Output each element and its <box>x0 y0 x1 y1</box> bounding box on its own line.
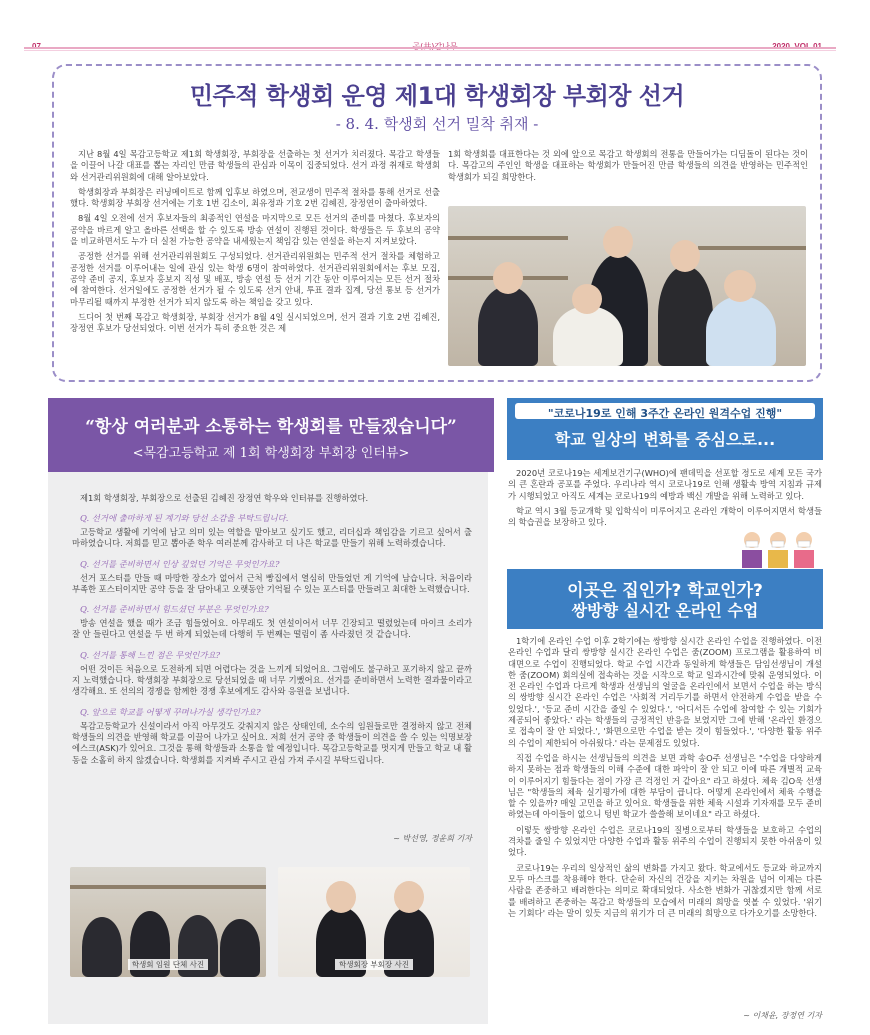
interview-title: “항상 여러분과 소통하는 학생회를 만들겠습니다” <box>85 417 457 437</box>
interview-answer: 목감고등학교가 신설이라서 아직 아무것도 갖춰지지 않은 상태인데, 소수의 임원들로만 결정하지 않고 전체 학생들의 의견을 반영해 학교를 이끌어 나가고 싶어요. 저희 선거 공약 중 학생들이 의견을 쓸 수 있는 익명보장 에스크(ASK)가 있어요. 그것을 통해 학생들과 소통을 할 예정입니다. 목감고등학교를 멋지게 만들고 학교 내 활동을 소홀히 하지 않겠습니다. 학생회를 지켜봐 주시고 관심 가져 주시길 부탁드립니다. <box>72 720 472 765</box>
paragraph: 1학기에 온라인 수업 이후 2학기에는 쌍방향 실시간 온라인 수업을 진행하였다. 이전 온라인 수업과 달리 쌍방향 실시간 온라인 수업은 줌(ZOOM) 프로그램을 활용하여 비대면으로 수업이 진행되었다. 학교 수업 시간과 동일하게 학생들은 담임선생님이 개설한 줌(ZOOM) 회의실에 접속하는 것을 시작으로 학교 일과시간에 맞춰 운영되었다. 이전 온라인 수업과 다르게 학생과 선생님의 얼굴을 온라인에서 보면서 수업을 하는 방식의 쌍방향 실시간 온라인 수업은 '사회적 거리두기를 하면서 안전하게 수업을 받을 수 있었다.', '등교 준비 시간을 줄일 수 있었다.', '어디서든 수업에 참여할 수 있는 기회가 제공되어 좋았다.' 라는 학생들의 긍정적인 반응을 보였지만 그에 반해 '온라인 환경으로 접속이 잘 안 되었다.', '화면으로만 수업을 받는 것이 힘들었다.', '다양한 활동 위주의 수업이 제한되어 아쉬웠다.' 라는 문제점도 있었다. <box>508 636 822 748</box>
person <box>478 286 538 366</box>
photo-caption: 학생회 임원 단체 사진 <box>128 959 208 970</box>
person-head <box>724 270 756 302</box>
bookshelf <box>448 236 568 240</box>
online-class-article-body <box>508 636 822 1004</box>
person-head <box>326 881 356 913</box>
interview-byline: ~ 박선영, 정윤희 기자 <box>393 834 472 843</box>
paragraph: 학교 역시 3월 등교개학 및 입학식이 미루어지고 온라인 개학이 이루어지면서 학생들의 학습권을 보장하고 있다. <box>508 505 822 528</box>
paragraph: 1회 학생회를 대표한다는 것 외에 앞으로 목감고 학생회의 전통을 만들어가는 디딤돌이 된다는 것이다. 목감고의 주인인 학생을 대표하는 학생회가 만들어진 만큼 학생들의 의견을 반영하는 민주적인 학생회가 되길 희망한다. <box>448 149 808 182</box>
header-rule <box>24 47 836 49</box>
bookshelf <box>70 885 266 889</box>
photo-caption: 학생회장 부회장 사진 <box>335 959 413 970</box>
online-class-headline-1: 이곳은 집인가? 학교인가? <box>567 581 763 601</box>
online-class-byline: ~ 이채윤, 장정연 기자 <box>743 1011 822 1020</box>
paragraph: 학생회장과 부회장은 러닝메이트로 함께 입후보 하였으며, 전교생이 민주적 절차를 통해 선거로 선출했다. 학생회장 부회장 선거에는 기호 1번 김소이, 최유정과 기호 2번 김혜진, 장정연이 출마하였다. <box>70 186 440 209</box>
interview-subtitle: <목감고등학교 제 1회 학생회장 부회장 인터뷰> <box>132 446 410 461</box>
person-head <box>493 262 523 294</box>
interview-answer: 방송 연설을 했을 때가 조금 힘들었어요. 아무래도 첫 연설이어서 너무 긴장되고 떨렸었는데 마이크 소리가 잘 안 들린다고 연설을 두 번 하게 되었는데 다행히 두 번째는 떨림이 좀 사라졌던 것 같습니다. <box>72 618 473 640</box>
paragraph: 8월 4일 오전에 선거 후보자들의 최종적인 연설을 마지막으로 모든 선거의 준비를 마쳤다. 후보자의 공약을 바르게 알고 올바른 선택을 할 수 있도록 방송 연설이 진행된 것이다. 학생들은 두 후보의 공약을 비교하면서도 누가 더 실천 가능한 공약을 내세웠는지 책임감 있는 연설을 하는지 지켜보았다. <box>70 213 440 247</box>
president-photo <box>278 867 470 977</box>
person-head <box>603 226 633 258</box>
header-rule-thin <box>24 50 836 51</box>
person-head <box>394 881 424 913</box>
top-article-column-b <box>448 149 808 187</box>
paragraph: 직접 수업을 하시는 선생님들의 의견을 보면 과학 송O주 선생님은 "수업을 다양하게 하지 못하는 점과 학생들의 이해 수준에 대한 파악이 잘 안 되고 이에 따른 개별적 교육이 이루어지기 힘들다는 점이 가장 큰 걱정인 거 같아요" 라고 하셨다. 체육 김O욱 선생님은 "학생들의 체육 실기평가에 대한 부담이 큽니다. 어떻게 온라인에서 체육 수행을 할 수 있을까? 매일 고민을 하고 있어요. 학생들을 위한 체육 시설과 기자재를 모두 준비하였는데 아이들이 없으니 텅빈 학교가 쓸쓸해 보이네요" 라고 하셨다. <box>508 752 822 820</box>
paragraph: 공정한 선거를 위해 선거관리위원회도 구성되었다. 선거관리위원회는 민주적 선거 절차를 체험하고 공정한 선거를 이루어내는 일에 관심 있는 학생 6명이 참여하였다. 선거관리위원회에서는 후보 모집, 공약 준비 공지, 후보자 홍보지 직성 및 배포, 방송 연설 등 선거 기간 동안 이루어지는 모든 선거 절차에 참여한다. 선거일에도 공정한 선거가 될 수 있도록 선거 안내, 투표 결과 집계, 당선 통보 등 선거가 마무리될 때까지 부정한 선거가 되지 않도록 하는 책임을 갖고 있다. <box>70 251 440 307</box>
person <box>706 296 776 366</box>
bookshelf <box>698 246 806 250</box>
paragraph: 드디어 첫 번째 목감고 학생회장, 부회장 선거가 8월 4일 실시되었으며, 선거 결과 기호 2번 김혜진, 장정연 후보가 당선되었다. 이번 선거가 특히 중요한 것은 제 <box>70 311 440 334</box>
interview-answer: 어떤 것이든 처음으로 도전하게 되면 어렵다는 것을 느끼게 되었어요. 그럼에도 불구하고 포기하지 않고 끝까지 노력했습니다. 학생회장 부회장으로 당선되었을 때 너무 기뻤어요. 선거를 준비하면서 노력한 결과물이라고 생각해요. 또 선의의 경쟁을 함께한 경쟁 후보에게도 감사와 응원을 보냅니다. <box>72 663 472 697</box>
person <box>658 266 713 366</box>
interview-question: Q. 앞으로 학교를 어떻게 꾸며나가실 생각인가요? <box>80 706 261 717</box>
interview-intro: 제1회 학생회장, 부회장으로 선출된 김혜진 장정연 학우와 인터뷰를 진행하였다. <box>80 493 369 503</box>
interview-answer: 고등학교 생활에 기억에 남고 의미 있는 역할을 맡아보고 싶기도 했고, 리더십과 책임감을 기르고 싶어서 출마하였습니다. 저희를 믿고 뽑아준 학우 여러분께 감사하고 더 나은 학교를 만들기 위해 노력하겠습니다. <box>72 527 472 549</box>
interview-body <box>72 492 472 766</box>
online-class-headline-2: 쌍방향 실시간 온라인 수업 <box>571 601 759 620</box>
top-article-subtitle: - 8. 4. 학생회 선거 밀착 취재 - <box>335 115 539 133</box>
covid-article-body <box>508 468 822 532</box>
council-group-photo <box>70 867 266 977</box>
interview-question: Q. 선거에 출마하게 된 계기와 당선 소감을 부탁드립니다. <box>80 513 289 523</box>
paragraph: 이렇듯 쌍방향 온라인 수업은 코로나19의 질병으로부터 학생들을 보호하고 수업의 격차를 줄일 수 있었지만 다양한 수업과 활동 위주의 수업이 진행되지 못한 아쉬움이 있었다. <box>508 824 822 858</box>
paragraph: 2020년 코로나19는 세계보건기구(WHO)에 팬데믹을 선포할 정도로 세계 모든 국가의 큰 혼란과 공포를 주었다. 우리나라 역시 코로나19로 인해 생활속 방역 지침과 규제가 시행되었고 아직도 세계는 코로나19의 예방과 백신 개발을 위해 노력하고 있다. <box>508 468 822 501</box>
interview-question: Q. 선거를 준비하면서 힘드셨던 부분은 무엇인가요? <box>80 604 269 615</box>
top-article-column-a <box>70 149 440 374</box>
interview-question: Q. 선거를 준비하면서 인상 깊었던 기억은 무엇인가요? <box>80 558 280 569</box>
interview-question: Q. 선거를 통해 느낀 점은 무엇인가요? <box>80 649 221 660</box>
person <box>553 306 623 366</box>
top-article-title: 민주적 학생회 운영 제1대 학생회장 부회장 선거 <box>189 82 685 110</box>
paragraph: 코로나19는 우리의 일상적인 삶의 변화를 가지고 왔다. 학교에서도 등교와 하교까지 모두 마스크를 착용해야 한다. 단순히 자신의 건강을 지키는 차원을 넘어 이제는 다른 사람을 존중하고 배려한다는 의미로 확대되었다. 사소한 변화가 귀찮겠지만 함께 서로를 배려하고 존중하는 목감고 학생들의 모습에서 미래의 희망을 엿볼 수 있었다. '위기는 기회다' 라는 말이 있듯 지금의 위기가 더 큰 미래의 희망으로 다가오기를 소망한다. <box>508 862 822 918</box>
person-head <box>670 240 700 272</box>
covid-headline: 학교 일상의 변화를 중심으로... <box>554 430 776 449</box>
person-head <box>572 284 602 314</box>
interview-answer: 선거 포스터를 만들 때 마땅한 장소가 없어서 근처 빵집에서 열심히 만들었던 게 기억에 남습니다. 처음이라 부족한 포스터이지만 공약 등을 잘 담아내고 오랫동안 기억될 수 있는 포스터를 만들려고 최대한 노력했습니다. <box>72 572 472 594</box>
election-group-photo <box>448 206 806 366</box>
masked-students-illustration <box>738 528 818 568</box>
paragraph: 지난 8월 4일 목감고등학교 제1회 학생회장, 부회장을 선출하는 첫 선거가 치러졌다. 목감고 학생들을 이끌어 나갈 대표를 뽑는 자리인 만큼 학생들의 관심과 이목이 집중되었다. 선거 과정 취재로 학생회와 선거관리위원회에 대해 알아보았다. <box>70 149 440 182</box>
covid-kicker: "코로나19로 인해 3주간 온라인 원격수업 진행" <box>547 407 783 420</box>
